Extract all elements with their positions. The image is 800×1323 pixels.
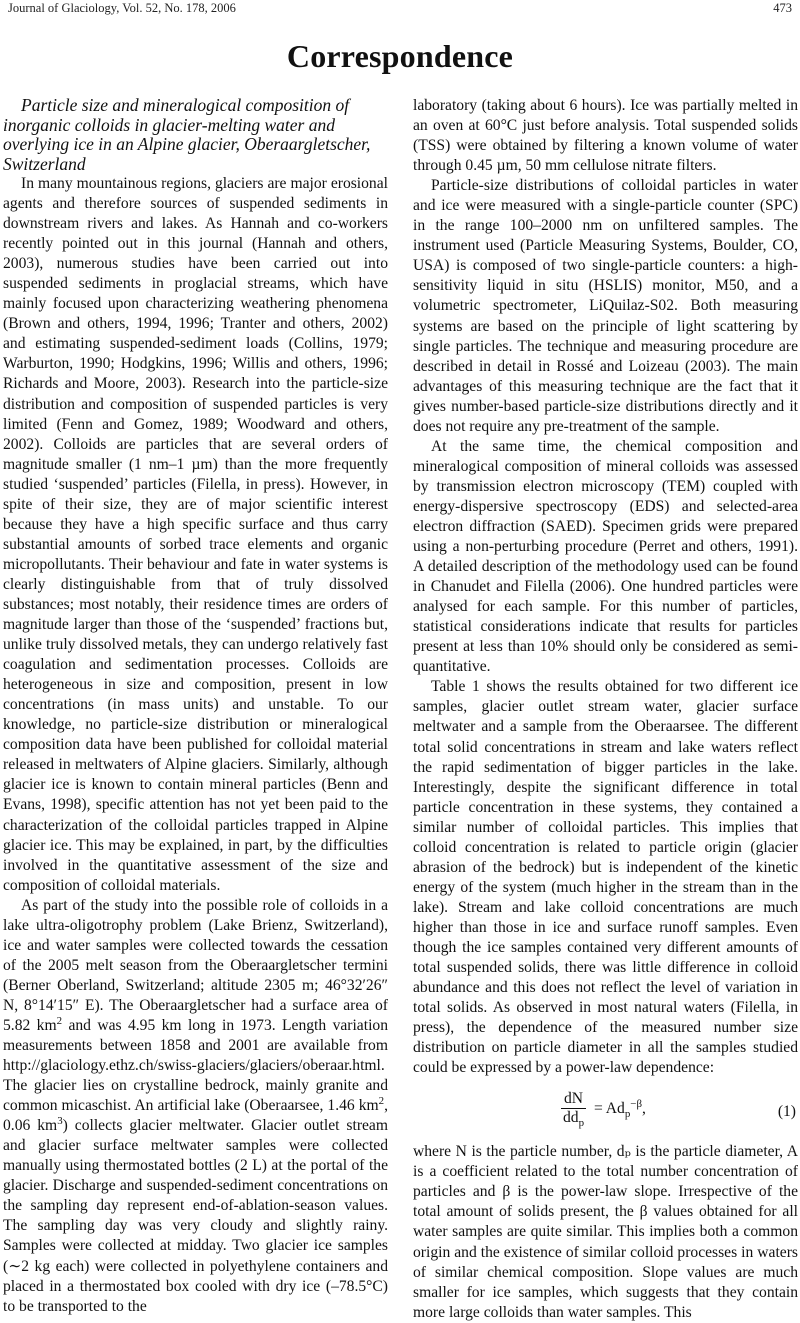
subscript: p bbox=[578, 1117, 585, 1130]
superscript: 2 bbox=[378, 1094, 385, 1107]
equation-1 bbox=[413, 1084, 798, 1136]
page-number: 473 bbox=[773, 1, 792, 15]
rhs-end: , bbox=[642, 1099, 646, 1117]
article-title: Particle size and mineralogical composition of inorganic colloids in glacier-melting water and overlying ice in an Alpine glacier, Oberaargletscher, Switzerland bbox=[3, 95, 371, 174]
paragraph-continued: laboratory (taking about 6 hours). Ice was partially melted in an oven at 60°C just before analysis. Total suspended solids (TSS) were obtained by filtering a known volume of water through 0.45 µm, 50 mm cellulose nitrate filters. bbox=[413, 97, 798, 175]
equation-fraction bbox=[561, 1090, 586, 1130]
paragraph-spc: Particle-size distributions of colloidal particles in water and ice were measured with a single-particle counter (SPC) in the range 100–2000 nm on unfiltered samples. The instrument used (Particle Measuring Systems, Boulder, CO, USA) is composed of two single-particle counters: a high-sensitivity liquid in situ (HSLIS) monitor, M50, and a volumetric spectrometer, LiQuilaz-S02. Both measuring systems are based on the principle of light scattering by single particles. The technique and measuring procedure are described in detail in Rossé and Loizeau (2003). The main advantages of this measuring technique are the fact that it gives number-based particle-size distributions directly and it does not require any pre-treatment of the sample. bbox=[413, 177, 798, 435]
text-run: ) collects glacier meltwater. Glacier outlet stream and glacier surface meltwater samples were collected manually using thermostated bottles (2 L) at the portal of the glacier. Discharge and suspended-sediment concentrations on the sampling day represent end-of-ablation-season values. The sampling day was very cloudy and slightly rainy. Samples were collected at midday. Two glacier ice samples (∼2 kg each) were collected in polyethylene containers and placed in a thermostated box cooled with dry ice (–78.5°C) to be transported to the bbox=[3, 1117, 388, 1315]
paragraph-tem: At the same time, the chemical composition and mineralogical composition of mineral colloids was assessed by transmission electron microscopy (TEM) coupled with energy-dispersive spectroscopy (EDS) and selected-area electron diffraction (SAED). Specimen grids were prepared using a non-perturbing procedure (Perret and others, 1991). A detailed description of the methodology used can be found in Chanudet and Filella (2006). One hundred particles were analysed for each sample. For this number of particles, statistical considerations indicate that results for particles present at less than 10% should only be considered as semi-quantitative. bbox=[413, 437, 798, 676]
paragraph-definitions: where N is the particle number, dₚ is the particle diameter, A is a coefficient related to the total number concentration of particles and β is the power-law slope. Irrespective of the total amount of solids present, the β values obtained for all water samples are quite similar. This implies both a common origin and the existence of similar colloid processes in waters of similar chemical composition. Slope values are much smaller for ice samples, which suggests that they contain more large colloids than water samples. This bbox=[413, 1143, 798, 1321]
section-title: Correspondence bbox=[286, 38, 514, 74]
text-run: As part of the study into the possible role of colloids in a lake ultra-oligotrophy problem (Lake Brienz, Switzerland), ice and water samples were collected towards the cessation of the 2005 melt season from the Oberaargletscher termini (Berner Oberland, Switzerland; altitude 2305 m; 46°32′26″ N, 8°14′15″ E). The Oberaargletscher had a surface area of 5.82 km bbox=[3, 896, 388, 1034]
paragraph-results: Table 1 shows the results obtained for two different ice samples, glacier outlet stream water, glacier surface meltwater and a sample from the Oberaarsee. The different total solid concentrations in stream and lake waters reflect the rapid sedimentation of bigger particles in the lake. Interestingly, despite the significant difference in total particle concentration in these systems, they contained a similar number of colloidal particles. This implies that colloid concentration is related to particle origin (glacier abrasion of the bedrock) but is independent of the kinetic energy of the system (much higher in the stream than in the lake). Stream and lake colloid concentrations are much higher than those in ice and surface runoff samples. Even though the ice samples contained very different amounts of total suspended solids, there was little difference in colloid abundance and this does not reflect the level of variation in total solids. As observed in most natural waters (Filella, in press), the dependence of the measured number size distribution on particle diameter in all the samples studied could be expressed by a power-law dependence: bbox=[413, 678, 798, 1077]
superscript: −β bbox=[630, 1097, 642, 1110]
superscript: 2 bbox=[56, 1014, 63, 1027]
subscript: p bbox=[624, 1107, 631, 1120]
equation-denominator bbox=[561, 1108, 586, 1130]
superscript: 3 bbox=[57, 1115, 63, 1128]
running-header bbox=[8, 0, 792, 16]
rhs-text: = Ad bbox=[590, 1099, 625, 1117]
equation-rhs bbox=[590, 1099, 646, 1119]
denominator-text: dd bbox=[563, 1109, 579, 1127]
text-run: , 0.06 km bbox=[3, 1097, 388, 1135]
equation-body bbox=[561, 1090, 646, 1130]
equation-numerator: dN bbox=[563, 1090, 584, 1108]
paragraph-intro: In many mountainous regions, glaciers are major erosional agents and therefore sources of suspended sediments in downstream rivers and lakes. As Hannah and co-workers recently pointed out in this journal (Hannah and others, 2003), numerous studies have been carried out into suspended sediments in proglacial streams, which have mainly focused upon characterizing weathering phenomena (Brown and others, 1994, 1996; Tranter and others, 2002) and estimating suspended-sediment loads (Collins, 1979; Warburton, 1990; Hodgkins, 1996; Willis and others, 1996; Richards and Moore, 2003). Research into the particle-size distribution and composition of suspended particles is very limited (Fenn and Gomez, 1989; Woodward and others, 2002). Colloids are particles that are several orders of magnitude smaller (1 nm–1 µm) than the more frequently studied ‘suspended’ particles (Filella, in press). However, in spite of their size, they are of major scientific interest because they have a high specific surface and thus carry substantial amounts of sorbed trace elements and organic micropollutants. Their behaviour and fate in water systems is clearly distinguishable from that of truly dissolved substances; most notably, their residence times are orders of magnitude larger than those of the ‘suspended’ fractions but, unlike truly dissolved metals, they can undergo relatively fast coagulation and sedimentation processes. Colloids are heterogeneous in size and composition, present in low concentrations (in mass units) and unstable. To our knowledge, no particle-size distribution or mineralogical composition data have been published for colloidal material released in meltwaters of Alpine glaciers. Similarly, although glacier ice is known to contain mineral particles (Benn and Evans, 1998), specific attention has not yet been paid to the characterization of the colloidal particles trapped in Alpine glacier ice. This may be explained, in part, by the difficulties involved in the quantitative assessment of the size and composition of colloidal materials. bbox=[3, 175, 388, 894]
left-column bbox=[3, 95, 388, 1315]
paragraph-sampling bbox=[3, 896, 388, 1317]
journal-citation: Journal of Glaciology, Vol. 52, No. 178, 2006 bbox=[8, 1, 236, 15]
text-run: and was 4.95 km long in 1973. Length variation measurements between 1858 and 2001 are available from http://glaciology.ethz.ch/swiss-glaciers/glaciers/oberaar.html. The glacier lies on crystalline bedrock, mainly granite and common micaschist. An artificial lake (Oberaarsee, 1.46 km bbox=[3, 1016, 388, 1115]
equation-number: (1) bbox=[777, 1103, 796, 1121]
right-column bbox=[413, 96, 798, 1321]
